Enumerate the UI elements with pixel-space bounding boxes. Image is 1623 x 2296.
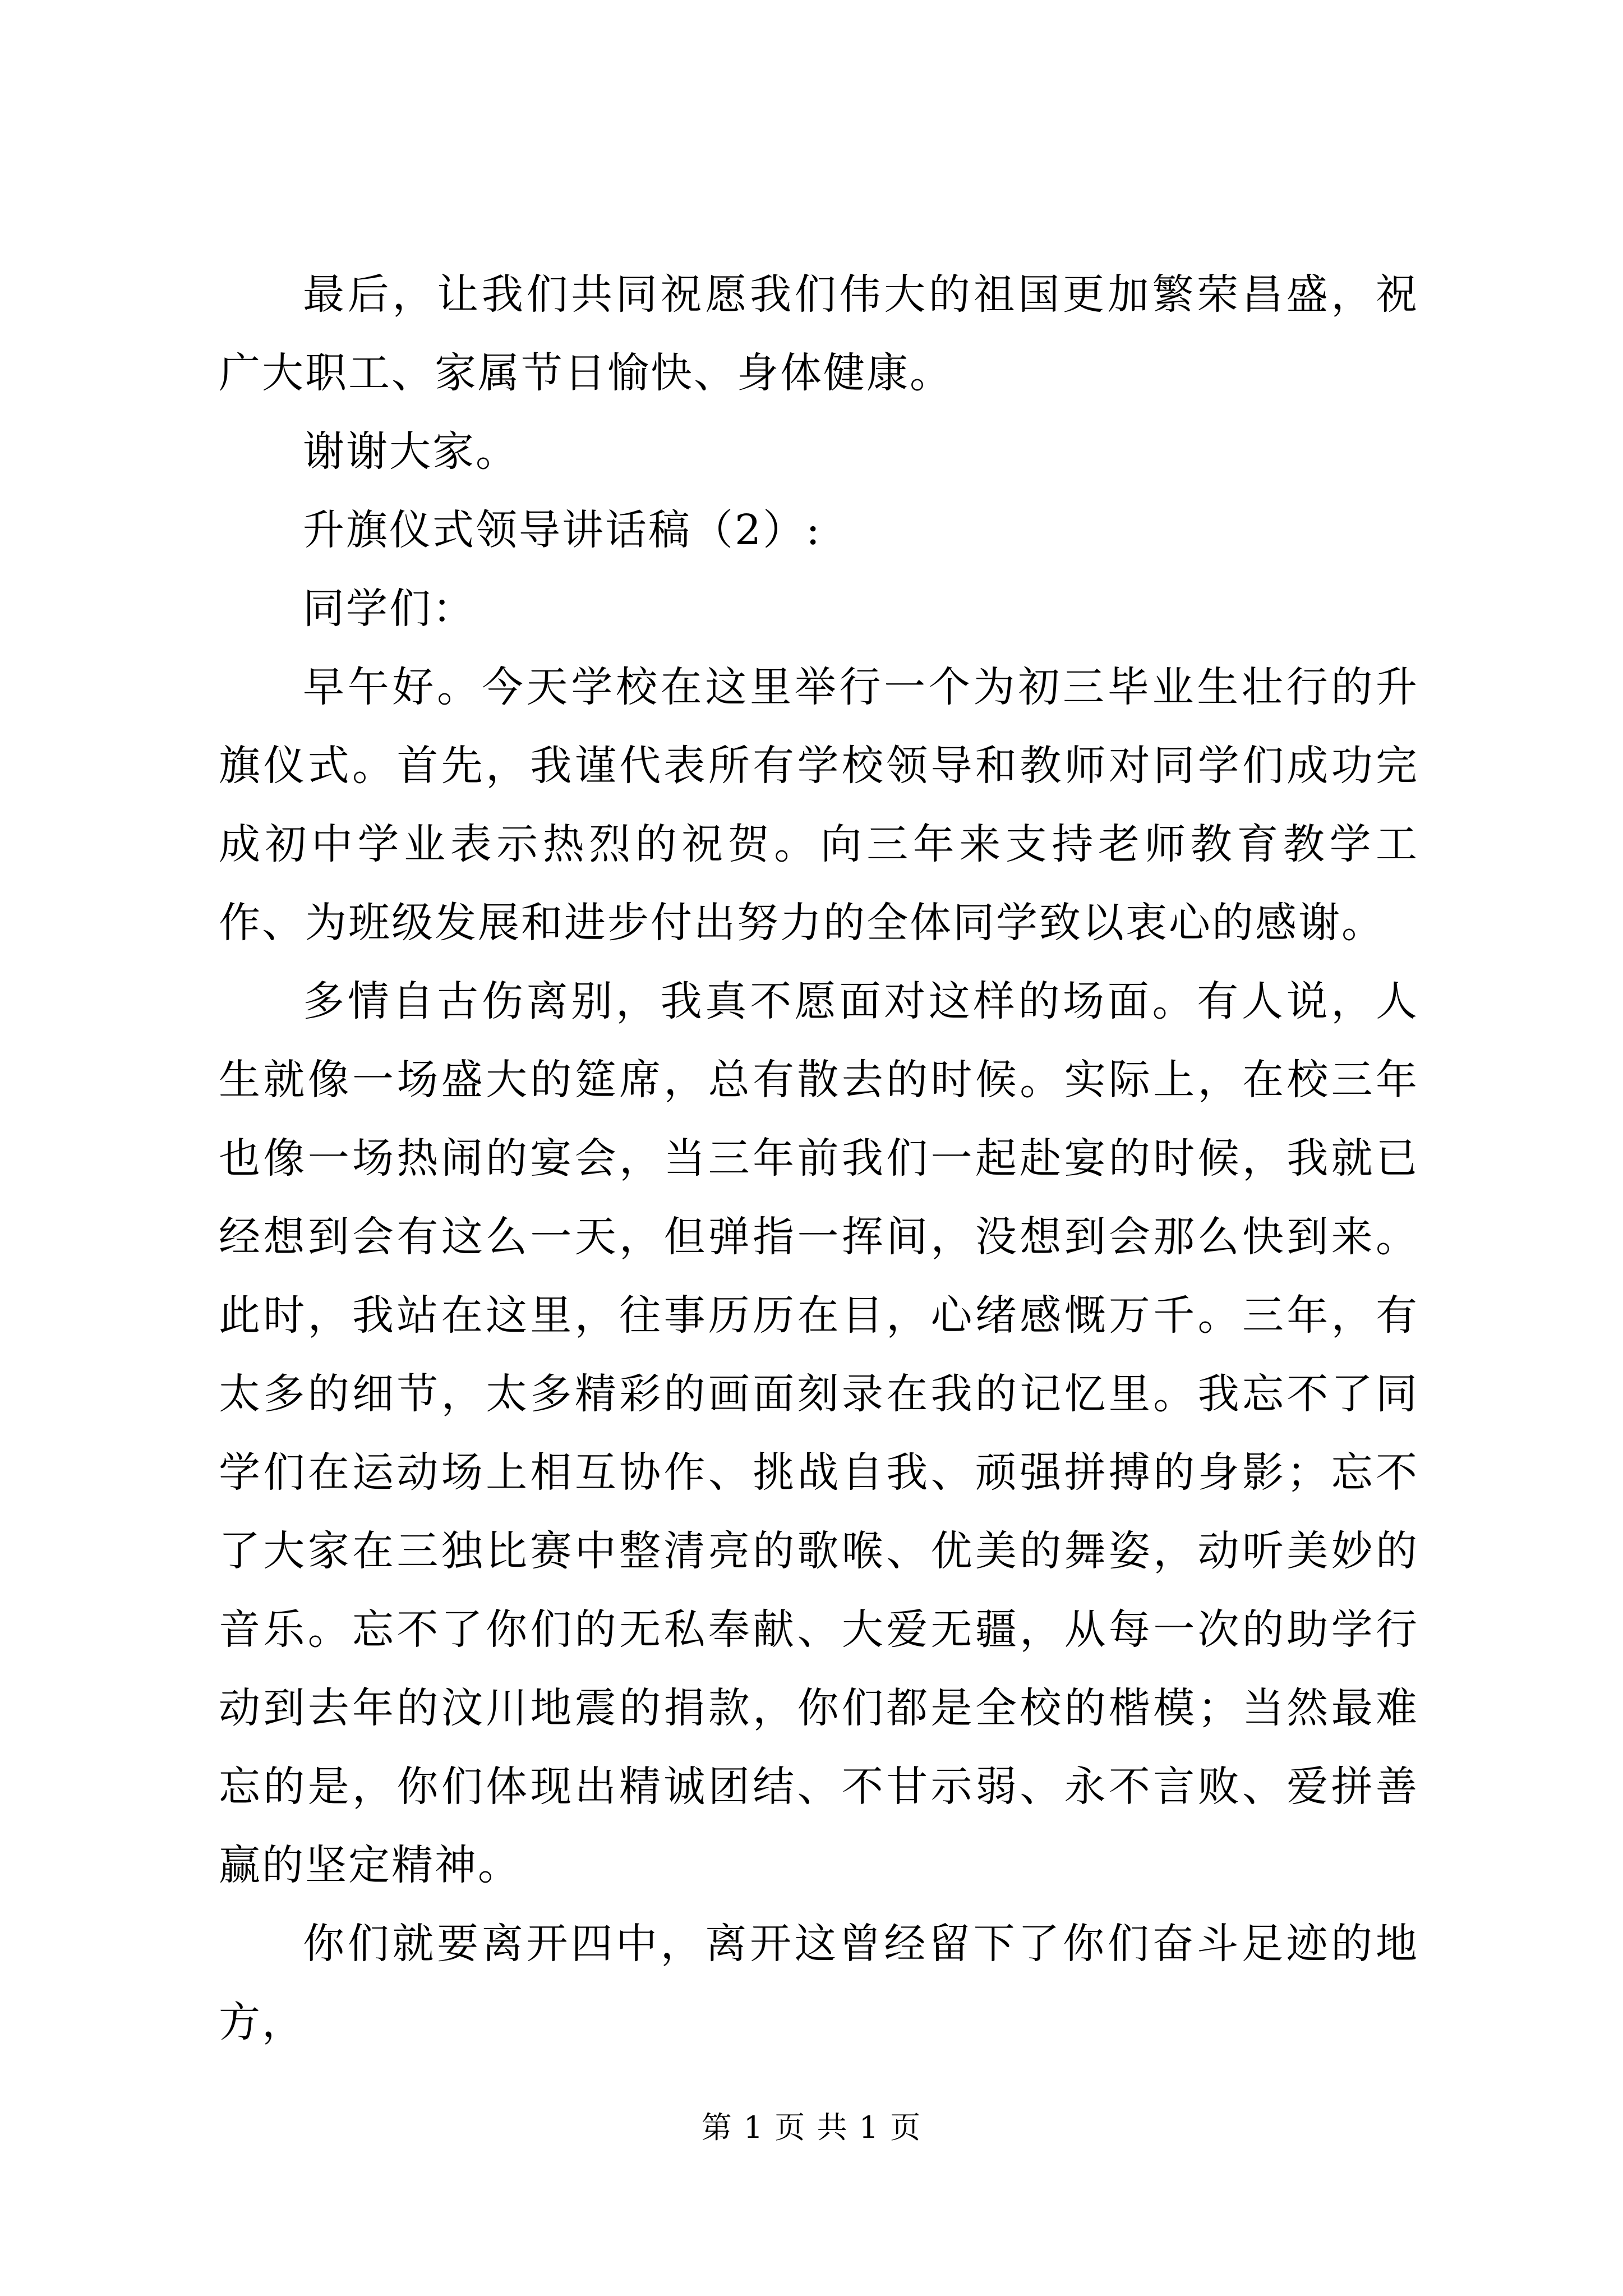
paragraph-farewell: 你们就要离开四中，离开这曾经留下了你们奋斗足迹的地方， — [219, 1920, 1419, 2046]
paragraph-salutation: 同学们： — [303, 585, 476, 633]
paragraph-greeting: 早午好。今天学校在这里举行一个为初三毕业生壮行的升旗仪式。首先，我谨代表所有学校领导和教师对同学们成功完成初中学业表示热烈的祝贺。向三年来支持老师教育教学工作、为班级发展和进步付出努力的全体同学致以衷心的感谢。 — [219, 663, 1419, 947]
paragraph-memories: 多情自古伤离别，我真不愿面对这样的场面。有人说，人生就像一场盛大的筵席，总有散去的时候。实际上，在校三年也像一场热闹的宴会，当三年前我们一起赴宴的时候，我就已经想到会有这么一天，但弹指一挥间，没想到会那么快到来。此时，我站在这里，往事历历在目，心绪感慨万千。三年，有太多的细节，太多精彩的画面刻录在我的记忆里。我忘不了同学们在运动场上相互协作、挑战自我、顽强拼搏的身影；忘不了大家在三独比赛中整清亮的歌喉、优美的舞姿，动听美妙的音乐。忘不了你们的无私奉献、大爱无疆，从每一次的助学行动到去年的汶川地震的捐款，你们都是全校的楷模；当然最难忘的是，你们体现出精诚团结、不甘示弱、永不言败、爱拼善赢的坚定精神。 — [219, 977, 1419, 1889]
body-text — [219, 255, 1419, 2062]
paragraph-thanks: 谢谢大家。 — [303, 427, 519, 476]
speech-title: 升旗仪式领导讲话稿（2）: — [303, 506, 822, 554]
page-footer: 第 1 页 共 1 页 — [701, 2110, 922, 2145]
paragraph-closing-wish: 最后，让我们共同祝愿我们伟大的祖国更加繁荣昌盛，祝广大职工、家属节日愉快、身体健康。 — [219, 270, 1419, 397]
